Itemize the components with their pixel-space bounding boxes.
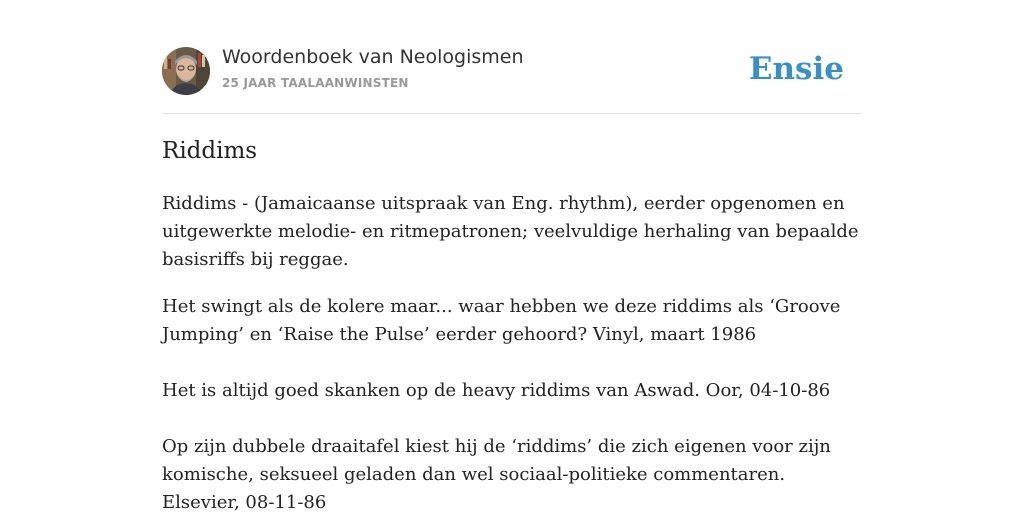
site-header xyxy=(162,0,862,114)
author-avatar[interactable] xyxy=(162,47,210,95)
entry-quote: Op zijn dubbele draaitafel kiest hij de ‘riddims’ die zich eigenen voor zijn komische, seksueel geladen dan wel sociaal-politieke commentaren. Elsevier, 08-11-86 xyxy=(162,436,831,513)
entry-quote: Het is altijd goed skanken op de heavy riddims van Aswad. Oor, 04-10-86 xyxy=(162,380,831,401)
site-title[interactable]: Woordenboek van Neologismen xyxy=(222,46,524,68)
page xyxy=(162,0,862,513)
entry-definition: Riddims - (Jamaicaanse uitspraak van Eng. rhythm), eerder opgenomen en uitgewerkte melodie- en ritmepatronen; veelvuldige herhaling van bepaalde basisriffs bij reggae. xyxy=(162,193,859,270)
author-portrait-icon xyxy=(162,47,210,95)
entry-title: Riddims xyxy=(162,138,258,164)
entry-quote: Het swingt als de kolere maar... waar hebben we deze riddims als ‘Groove Jumping’ en ‘Raise the Pulse’ eerder gehoord? Vinyl, maart 1986 xyxy=(162,296,841,345)
site-subtitle: 25 JAAR TAALAANWINSTEN xyxy=(222,76,409,90)
brand-logo-link[interactable]: Ensie xyxy=(748,51,844,87)
